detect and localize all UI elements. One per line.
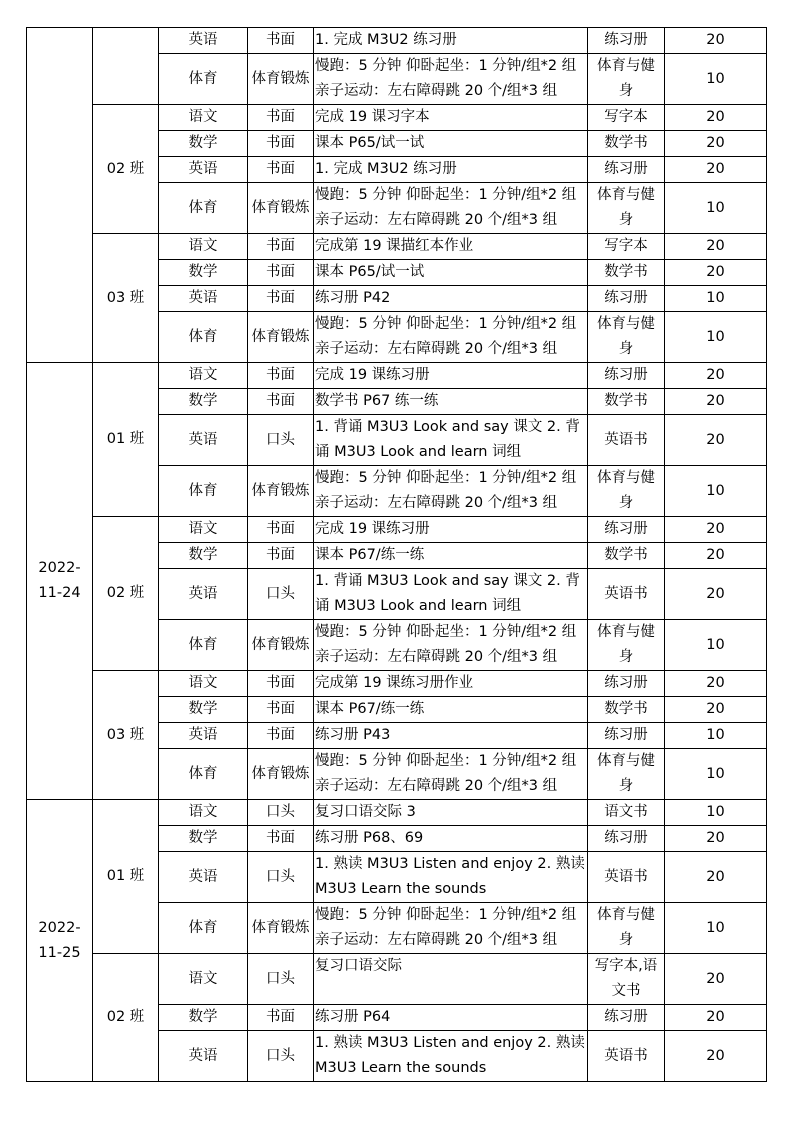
task-cell: 慢跑：5 分钟 仰卧起坐：1 分钟/组*2 组 亲子运动：左右障碍跳 20 个/组*3 组 (314, 183, 588, 234)
table-row (27, 517, 767, 543)
type-cell: 体育锻炼 (248, 312, 314, 363)
type-cell: 书面 (248, 131, 314, 157)
minutes-cell: 20 (665, 517, 767, 543)
task-cell: 练习册 P43 (314, 723, 588, 749)
class-cell: 03 班 (93, 671, 159, 800)
task-cell: 练习册 P42 (314, 286, 588, 312)
date-cell: 2022-11-24 (27, 363, 93, 800)
subject-cell: 数学 (159, 697, 248, 723)
book-cell: 数学书 (588, 697, 665, 723)
date-cell: 2022-11-25 (27, 800, 93, 1082)
subject-cell: 英语 (159, 28, 248, 54)
class-cell: 02 班 (93, 517, 159, 671)
minutes-cell: 20 (665, 1005, 767, 1031)
type-cell: 口头 (248, 1031, 314, 1082)
type-cell: 口头 (248, 800, 314, 826)
minutes-cell: 20 (665, 569, 767, 620)
task-cell: 1. 完成 M3U2 练习册 (314, 157, 588, 183)
minutes-cell: 10 (665, 183, 767, 234)
task-cell: 1. 背诵 M3U3 Look and say 课文 2. 背诵 M3U3 Look and learn 词组 (314, 415, 588, 466)
subject-cell: 体育 (159, 749, 248, 800)
class-cell: 01 班 (93, 363, 159, 517)
subject-cell: 体育 (159, 903, 248, 954)
task-cell: 1. 背诵 M3U3 Look and say 课文 2. 背诵 M3U3 Look and learn 词组 (314, 569, 588, 620)
minutes-cell: 20 (665, 105, 767, 131)
task-cell: 完成第 19 课描红本作业 (314, 234, 588, 260)
minutes-cell: 20 (665, 826, 767, 852)
type-cell: 书面 (248, 1005, 314, 1031)
subject-cell: 语文 (159, 363, 248, 389)
type-cell: 书面 (248, 517, 314, 543)
book-cell: 数学书 (588, 389, 665, 415)
subject-cell: 英语 (159, 1031, 248, 1082)
subject-cell: 语文 (159, 517, 248, 543)
book-cell: 英语书 (588, 415, 665, 466)
task-cell: 1. 熟读 M3U3 Listen and enjoy 2. 熟读 M3U3 Learn the sounds (314, 1031, 588, 1082)
minutes-cell: 10 (665, 312, 767, 363)
subject-cell: 体育 (159, 620, 248, 671)
type-cell: 口头 (248, 569, 314, 620)
minutes-cell: 10 (665, 749, 767, 800)
task-cell: 完成 19 课习字本 (314, 105, 588, 131)
type-cell: 体育锻炼 (248, 620, 314, 671)
subject-cell: 语文 (159, 671, 248, 697)
task-cell: 完成第 19 课练习册作业 (314, 671, 588, 697)
subject-cell: 英语 (159, 569, 248, 620)
minutes-cell: 20 (665, 389, 767, 415)
minutes-cell: 20 (665, 852, 767, 903)
book-cell: 练习册 (588, 723, 665, 749)
subject-cell: 体育 (159, 54, 248, 105)
homework-table (26, 27, 767, 1082)
book-cell: 体育与健身 (588, 903, 665, 954)
book-cell: 英语书 (588, 1031, 665, 1082)
type-cell: 书面 (248, 697, 314, 723)
book-cell: 写字本 (588, 105, 665, 131)
minutes-cell: 20 (665, 363, 767, 389)
table-row (27, 954, 767, 1005)
type-cell: 口头 (248, 954, 314, 1005)
minutes-cell: 10 (665, 286, 767, 312)
task-cell: 慢跑：5 分钟 仰卧起坐：1 分钟/组*2 组 亲子运动：左右障碍跳 20 个/组*3 组 (314, 749, 588, 800)
class-cell: 02 班 (93, 954, 159, 1082)
task-cell: 慢跑：5 分钟 仰卧起坐：1 分钟/组*2 组 亲子运动：左右障碍跳 20 个/组*3 组 (314, 312, 588, 363)
subject-cell: 语文 (159, 800, 248, 826)
task-cell: 复习口语交际 3 (314, 800, 588, 826)
minutes-cell: 10 (665, 620, 767, 671)
type-cell: 口头 (248, 415, 314, 466)
book-cell: 练习册 (588, 28, 665, 54)
task-cell: 课本 P67/练一练 (314, 697, 588, 723)
type-cell: 体育锻炼 (248, 749, 314, 800)
subject-cell: 数学 (159, 260, 248, 286)
table-row (27, 363, 767, 389)
subject-cell: 数学 (159, 543, 248, 569)
type-cell: 书面 (248, 723, 314, 749)
minutes-cell: 20 (665, 671, 767, 697)
book-cell: 练习册 (588, 363, 665, 389)
minutes-cell: 10 (665, 466, 767, 517)
table-row (27, 234, 767, 260)
minutes-cell: 20 (665, 260, 767, 286)
task-cell: 慢跑：5 分钟 仰卧起坐：1 分钟/组*2 组 亲子运动：左右障碍跳 20 个/组*3 组 (314, 466, 588, 517)
book-cell: 体育与健身 (588, 466, 665, 517)
class-cell (93, 28, 159, 105)
book-cell: 写字本,语文书 (588, 954, 665, 1005)
minutes-cell: 20 (665, 28, 767, 54)
book-cell: 英语书 (588, 852, 665, 903)
task-cell: 复习口语交际 (314, 954, 588, 1005)
type-cell: 书面 (248, 389, 314, 415)
subject-cell: 语文 (159, 234, 248, 260)
subject-cell: 英语 (159, 286, 248, 312)
class-cell: 01 班 (93, 800, 159, 954)
minutes-cell: 20 (665, 415, 767, 466)
book-cell: 英语书 (588, 569, 665, 620)
subject-cell: 数学 (159, 389, 248, 415)
book-cell: 练习册 (588, 671, 665, 697)
type-cell: 书面 (248, 105, 314, 131)
minutes-cell: 20 (665, 234, 767, 260)
minutes-cell: 20 (665, 157, 767, 183)
minutes-cell: 20 (665, 131, 767, 157)
task-cell: 数学书 P67 练一练 (314, 389, 588, 415)
subject-cell: 语文 (159, 105, 248, 131)
book-cell: 体育与健身 (588, 54, 665, 105)
book-cell: 语文书 (588, 800, 665, 826)
subject-cell: 语文 (159, 954, 248, 1005)
type-cell: 书面 (248, 28, 314, 54)
type-cell: 书面 (248, 157, 314, 183)
minutes-cell: 10 (665, 800, 767, 826)
subject-cell: 英语 (159, 723, 248, 749)
type-cell: 体育锻炼 (248, 183, 314, 234)
book-cell: 体育与健身 (588, 312, 665, 363)
class-cell: 03 班 (93, 234, 159, 363)
minutes-cell: 20 (665, 543, 767, 569)
table-row (27, 105, 767, 131)
subject-cell: 数学 (159, 826, 248, 852)
type-cell: 书面 (248, 260, 314, 286)
minutes-cell: 20 (665, 1031, 767, 1082)
book-cell: 练习册 (588, 1005, 665, 1031)
subject-cell: 英语 (159, 157, 248, 183)
minutes-cell: 10 (665, 903, 767, 954)
book-cell: 数学书 (588, 260, 665, 286)
book-cell: 写字本 (588, 234, 665, 260)
task-cell: 1. 熟读 M3U3 Listen and enjoy 2. 熟读 M3U3 Learn the sounds (314, 852, 588, 903)
date-cell (27, 28, 93, 363)
task-cell: 课本 P65/试一试 (314, 260, 588, 286)
book-cell: 体育与健身 (588, 183, 665, 234)
type-cell: 书面 (248, 286, 314, 312)
task-cell: 练习册 P64 (314, 1005, 588, 1031)
task-cell: 练习册 P68、69 (314, 826, 588, 852)
table-row (27, 28, 767, 54)
subject-cell: 体育 (159, 466, 248, 517)
task-cell: 慢跑：5 分钟 仰卧起坐：1 分钟/组*2 组 亲子运动：左右障碍跳 20 个/组*3 组 (314, 903, 588, 954)
task-cell: 1. 完成 M3U2 练习册 (314, 28, 588, 54)
minutes-cell: 10 (665, 723, 767, 749)
subject-cell: 英语 (159, 415, 248, 466)
book-cell: 数学书 (588, 543, 665, 569)
type-cell: 体育锻炼 (248, 466, 314, 517)
book-cell: 练习册 (588, 157, 665, 183)
minutes-cell: 10 (665, 54, 767, 105)
task-cell: 慢跑：5 分钟 仰卧起坐：1 分钟/组*2 组 亲子运动：左右障碍跳 20 个/组*3 组 (314, 620, 588, 671)
task-cell: 完成 19 课练习册 (314, 363, 588, 389)
type-cell: 书面 (248, 671, 314, 697)
type-cell: 体育锻炼 (248, 903, 314, 954)
minutes-cell: 20 (665, 697, 767, 723)
class-cell: 02 班 (93, 105, 159, 234)
book-cell: 体育与健身 (588, 620, 665, 671)
book-cell: 练习册 (588, 286, 665, 312)
book-cell: 体育与健身 (588, 749, 665, 800)
task-cell: 完成 19 课练习册 (314, 517, 588, 543)
book-cell: 练习册 (588, 826, 665, 852)
subject-cell: 体育 (159, 312, 248, 363)
subject-cell: 英语 (159, 852, 248, 903)
task-cell: 课本 P65/试一试 (314, 131, 588, 157)
type-cell: 口头 (248, 852, 314, 903)
subject-cell: 体育 (159, 183, 248, 234)
type-cell: 书面 (248, 543, 314, 569)
table-row (27, 800, 767, 826)
type-cell: 书面 (248, 826, 314, 852)
task-cell: 课本 P67/练一练 (314, 543, 588, 569)
book-cell: 练习册 (588, 517, 665, 543)
minutes-cell: 20 (665, 954, 767, 1005)
task-cell: 慢跑：5 分钟 仰卧起坐：1 分钟/组*2 组 亲子运动：左右障碍跳 20 个/组*3 组 (314, 54, 588, 105)
subject-cell: 数学 (159, 131, 248, 157)
subject-cell: 数学 (159, 1005, 248, 1031)
type-cell: 书面 (248, 234, 314, 260)
book-cell: 数学书 (588, 131, 665, 157)
type-cell: 体育锻炼 (248, 54, 314, 105)
type-cell: 书面 (248, 363, 314, 389)
table-row (27, 671, 767, 697)
